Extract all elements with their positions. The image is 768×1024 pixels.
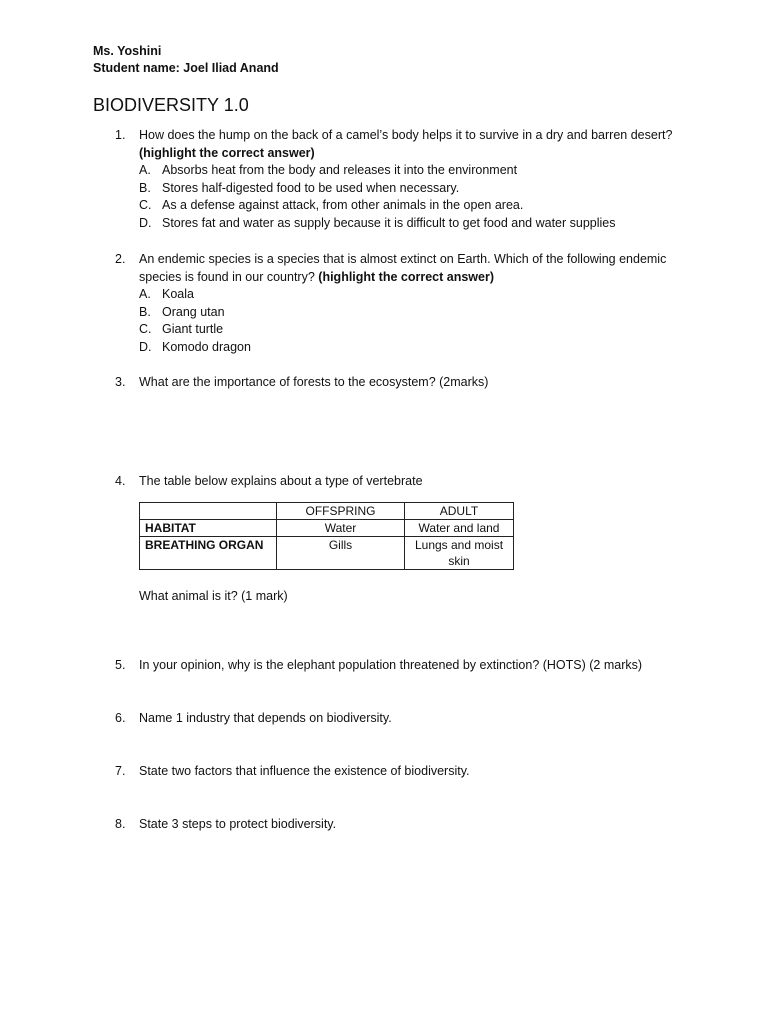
- option-a[interactable]: [139, 286, 675, 304]
- option-letter: D.: [139, 215, 152, 230]
- option-c[interactable]: [139, 321, 675, 339]
- table-header-cell: [140, 503, 277, 520]
- question-text: State 3 steps to protect biodiversity.: [139, 817, 337, 831]
- question-text: An endemic species is a species that is almost extinct on Earth. Which of the following endemic species is found in our country?: [139, 252, 667, 284]
- option-text: Koala: [162, 287, 194, 301]
- options-list: [139, 162, 675, 232]
- option-text: Giant turtle: [162, 322, 224, 336]
- option-text: As a defense against attack, from other animals in the open area.: [162, 198, 524, 212]
- question-text: What are the importance of forests to the ecosystem? (2marks): [139, 375, 489, 389]
- question-number: 7.: [115, 764, 126, 778]
- question-8: [115, 816, 675, 834]
- question-text: State two factors that influence the existence of biodiversity.: [139, 764, 470, 778]
- option-letter: A.: [139, 163, 151, 177]
- question-number: 4.: [115, 474, 126, 488]
- table-header-cell: ADULT: [405, 503, 514, 520]
- question-number: 3.: [115, 375, 126, 389]
- subquestion-text: What animal is it? (1 mark): [139, 589, 288, 603]
- option-text: Stores fat and water as supply because it is difficult to get food and water supplies: [162, 215, 616, 230]
- table-cell: Lungs and moist skin: [405, 537, 514, 570]
- option-d[interactable]: [139, 339, 675, 357]
- options-list: [139, 286, 675, 356]
- question-instruction: (highlight the correct answer): [318, 269, 494, 284]
- table-cell: Water and land: [405, 520, 514, 537]
- table-header-cell: OFFSPRING: [277, 503, 405, 520]
- option-letter: C.: [139, 322, 152, 336]
- question-text: The table below explains about a type of vertebrate: [139, 474, 423, 488]
- header: [93, 43, 279, 77]
- option-letter: C.: [139, 198, 152, 212]
- question-text: How does the hump on the back of a camel’s body helps it to survive in a dry and barren desert?: [139, 128, 673, 142]
- table-header-row: [140, 503, 514, 520]
- option-text: Absorbs heat from the body and releases it into the environment: [162, 163, 518, 177]
- option-c[interactable]: [139, 197, 675, 215]
- question-number: 2.: [115, 252, 126, 266]
- question-1: [115, 127, 675, 232]
- option-letter: B.: [139, 180, 151, 195]
- question-number: 5.: [115, 658, 126, 672]
- vertebrate-table: [139, 502, 514, 570]
- option-letter: D.: [139, 339, 152, 354]
- option-text: Orang utan: [162, 304, 225, 319]
- table-cell: Water: [277, 520, 405, 537]
- option-text: Stores half-digested food to be used when necessary.: [162, 180, 460, 195]
- question-6: [115, 710, 675, 728]
- page-title: BIODIVERSITY 1.0: [93, 95, 249, 115]
- student-name: Student name: Joel Iliad Anand: [93, 61, 279, 75]
- table-row: [140, 537, 514, 570]
- teacher-name: Ms. Yoshini: [93, 44, 162, 58]
- question-2: [115, 251, 675, 356]
- option-text: Komodo dragon: [162, 339, 251, 354]
- question-5: [115, 657, 715, 675]
- table-row: [140, 520, 514, 537]
- question-number: 6.: [115, 711, 126, 725]
- option-letter: A.: [139, 287, 151, 301]
- question-text: Name 1 industry that depends on biodiversity.: [139, 711, 392, 725]
- question-number: 1.: [115, 128, 126, 142]
- question-7: [115, 763, 675, 781]
- option-b[interactable]: [139, 180, 675, 198]
- option-letter: B.: [139, 304, 151, 319]
- option-b[interactable]: [139, 304, 675, 322]
- question-text: In your opinion, why is the elephant population threatened by extinction? (HOTS) (2 marks): [139, 658, 643, 672]
- question-instruction: (highlight the correct answer): [139, 145, 315, 160]
- option-d[interactable]: [139, 215, 675, 233]
- question-4: [115, 473, 675, 491]
- table-row-label: HABITAT: [140, 520, 277, 537]
- option-a[interactable]: [139, 162, 675, 180]
- table-cell: Gills: [277, 537, 405, 570]
- question-number: 8.: [115, 817, 126, 831]
- question-3: [115, 374, 675, 392]
- table-row-label: BREATHING ORGAN: [140, 537, 277, 570]
